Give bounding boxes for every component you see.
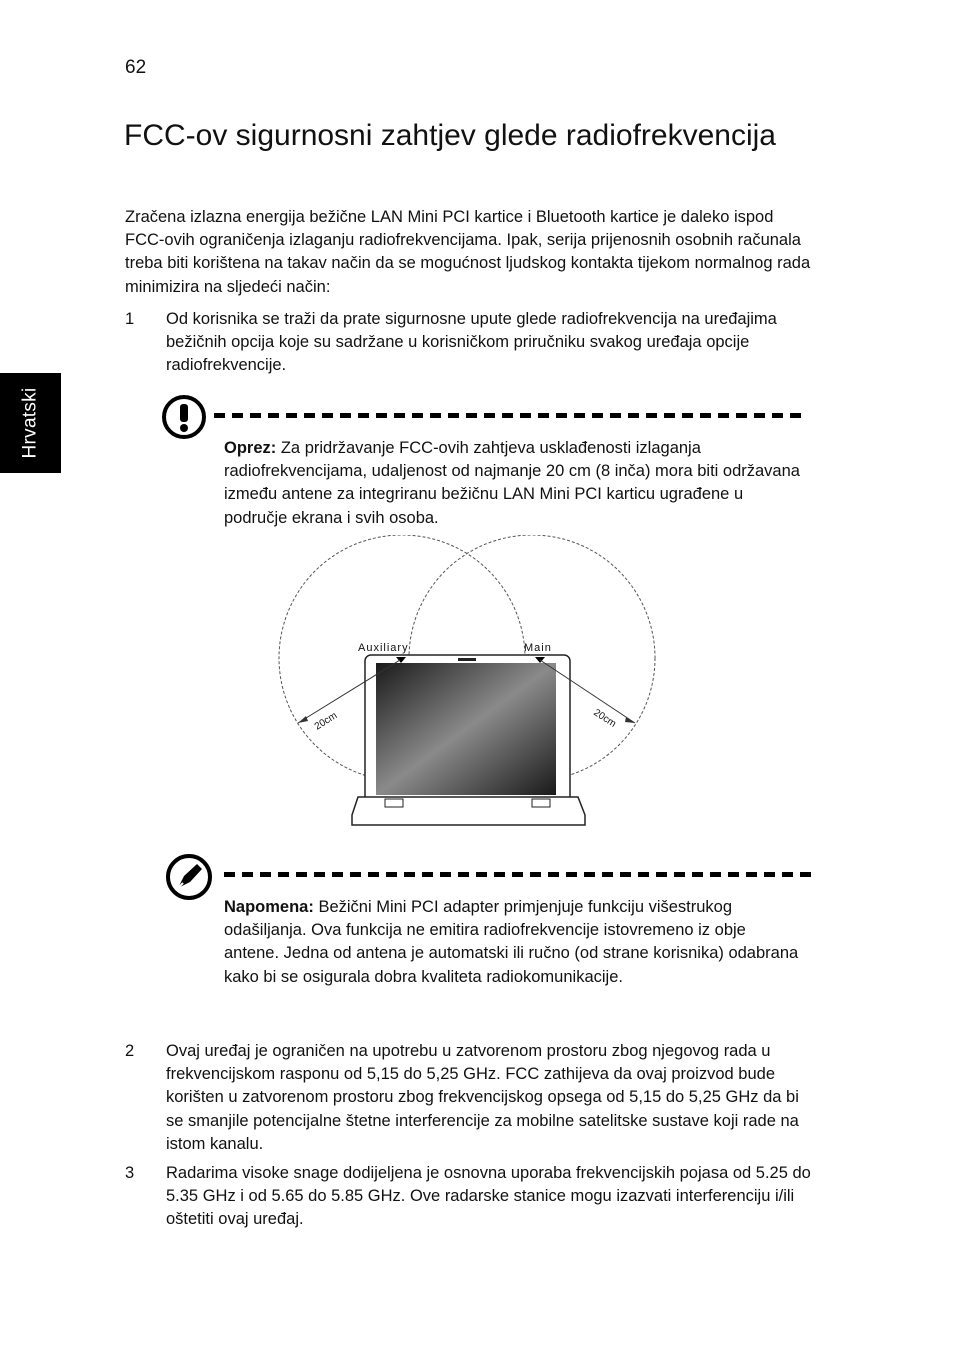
- exclamation-icon: [160, 393, 208, 441]
- list-item-text: Ovaj uređaj je ograničen na upotrebu u zatvorenom prostoru zbog njegovog rada u frekvencijskom rasponu od 5,15 do 5,25 GHz. FCC zathijeva da ovaj proizvod bude korišten u zatvorenom prostoru zbog frekvencijskog opsega od 5,15 do 5,25 GHz da bi se smanjile potencijalne štetne interferencije za mobilne satelitske sustave koji rade na istom kanalu.: [166, 1042, 799, 1153]
- page-number: 62: [125, 57, 147, 78]
- list-item-number: 1: [125, 310, 135, 328]
- note-label: Napomena:: [224, 898, 314, 916]
- note-pen-icon: [164, 852, 214, 902]
- note-divider: [224, 872, 812, 877]
- aux-label: Auxiliary: [358, 642, 409, 654]
- note-text: [224, 896, 804, 989]
- intro-paragraph: Zračena izlazna energija bežične LAN Mini PCI kartice i Bluetooth kartice je daleko ispod FCC-ovih ograničenja izlaganju radiofrekvencijama. Ipak, serija prijenosnih osobnih računala treba biti korištena na takav način da se mogućnost ljudskog kontakta tijekom normalnog rada minimizira na sljedeći način:: [125, 208, 811, 296]
- caution-label: Oprez:: [224, 439, 277, 457]
- list-item-text: Od korisnika se traži da prate sigurnosne upute glede radiofrekvencija na uređajima bežičnih opcija koje su sadržane u korisničkom priručniku svakog uređaja opcije radiofrekvencije.: [166, 310, 777, 375]
- list-item-text: Radarima visoke snage dodijeljena je osnovna uporaba frekvencijskih pojasa od 5.25 do 5.35 GHz i od 5.65 do 5.85 GHz. Ove radarske stanice mogu izazvati interferenciju i/ili oštetiti ovaj uređaj.: [166, 1164, 811, 1229]
- antenna-diagram: [270, 535, 665, 835]
- note-body: Bežični Mini PCI adapter primjenjuje funkciju višestrukog odašiljanja. Ova funkcija ne emitira radiofrekvencije istovremeno iz obje antene. Jedna od antena je automatski ili ručno (od strane korisnika) odabrana kako bi se osigurala dobra kvaliteta radiokomunikacije.: [224, 898, 799, 986]
- language-side-tab: [0, 373, 61, 473]
- list-item-number: 2: [125, 1042, 135, 1060]
- caution-body: Za pridržavanje FCC-ovih zahtjeva usklađenosti izlaganja radiofrekvencijama, udaljenost od najmanje 20 cm (8 inča) mora biti održavana između antene za integriranu bežičnu LAN Mini PCI karticu ugrađene u područje ekrana i svih osoba.: [224, 439, 800, 527]
- page-title: FCC-ov sigurnosni zahtjev glede radiofrekvencija: [124, 119, 776, 152]
- laptop-screen: [376, 663, 556, 795]
- caution-divider: [214, 413, 806, 418]
- right-distance-label: 20cm: [591, 707, 618, 730]
- caution-text: [224, 437, 804, 530]
- left-distance-label: 20cm: [312, 710, 340, 733]
- language-label: Hrvatski: [19, 387, 41, 459]
- list-item-number: 3: [125, 1164, 135, 1182]
- main-label: Main: [524, 642, 552, 654]
